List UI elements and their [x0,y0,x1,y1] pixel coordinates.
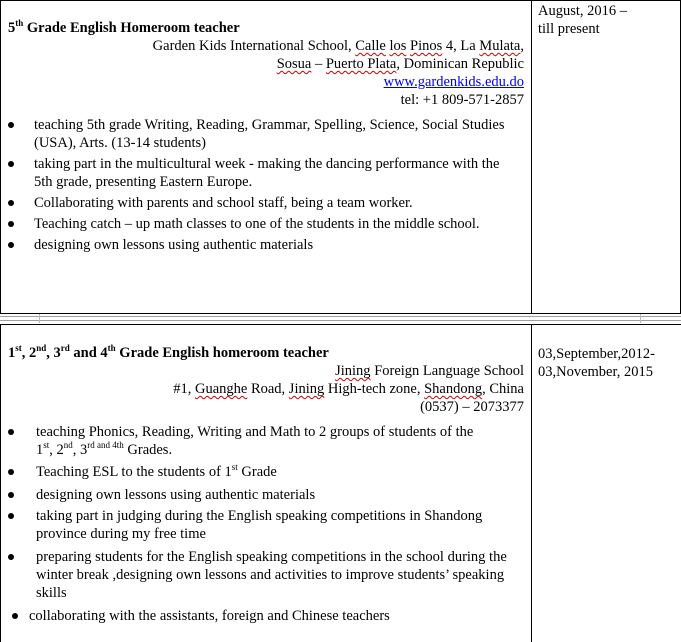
job1-school: Garden Kids International School, Calle los Pinos 4, La Mulata, [152,38,524,54]
list-item: designing own lessons using authentic materials [4,486,524,504]
job2-date-start: 03,September,2012- [538,346,656,362]
job2-date-end: 03,November, 2015 [538,364,653,380]
page-break-marker-right [640,314,641,323]
bullet-icon [8,161,14,167]
bullet-icon [8,554,14,560]
job1-title: 5th Grade English Homeroom teacher [8,18,240,36]
list-item: preparing students for the English speaking competitions in the school during the winter break ,designing own lessons and activities to improve students’ speaking skills [4,548,524,602]
bullet-icon [8,221,14,227]
job2-phone: (0537) – 2073377 [420,399,524,415]
job2-duties-list [4,423,524,625]
list-item: Teaching catch – up math classes to one of the students in the middle school. [4,215,520,233]
bullet-icon [8,429,14,435]
bullet-icon [8,492,14,498]
bullet-icon [8,513,14,519]
list-item: taking part in the multicultural week - making the dancing performance with the 5th grade, presenting Eastern Europe. [4,155,520,191]
list-item: designing own lessons using authentic materials [4,236,520,254]
job1-website[interactable]: www.gardenkids.edu.do [383,74,524,90]
page-break-line-top [0,316,681,317]
list-item: Collaborating with parents and school staff, being a team worker. [4,194,520,212]
table1-left-border [0,0,1,314]
job1-address: Sosua – Puerto Plata, Dominican Republic [276,56,524,72]
list-item: teaching Phonics, Reading, Writing and Math to 2 groups of students of the 1st, 2nd, $3^{rd and 4th}$ Grades. [4,423,524,459]
job1-date-start: August, 2016 – [538,3,628,19]
job1-date-end: till present [538,21,600,37]
table1-column-divider [531,0,532,314]
table1-bottom-border [0,313,681,314]
bullet-icon [8,469,14,475]
list-item: teaching 5th grade Writing, Reading, Grammar, Spelling, Science, Social Studies (USA), Arts. (13-14 students) [4,116,520,152]
bullet-icon [8,242,14,248]
page-break-marker-left [39,314,40,323]
page-break-line-bottom [0,320,681,321]
job1-phone: tel: +1 809-571-2857 [400,92,524,108]
bullet-icon [8,200,14,206]
job2-school: Jining Foreign Language School [335,363,524,379]
table2-column-divider [531,324,532,642]
bullet-icon [8,122,14,128]
table1-top-border [0,0,681,1]
job2-title: 1st, 2nd, 3rd and 4th Grade English homeroom teacher [8,343,329,361]
list-item: Teaching ESL to the students of 1st Grade [4,463,524,481]
list-item: taking part in judging during the English speaking competitions in Shandong province during my free time [4,507,524,543]
table2-left-border [0,324,1,642]
bullet-icon [12,613,18,619]
list-item: collaborating with the assistants, foreign and Chinese teachers [4,607,524,625]
job1-duties-list [4,116,520,254]
job2-address: #1, Guanghe Road, Jining High-tech zone, Shandong, China [173,381,524,397]
table2-top-border [0,324,681,325]
